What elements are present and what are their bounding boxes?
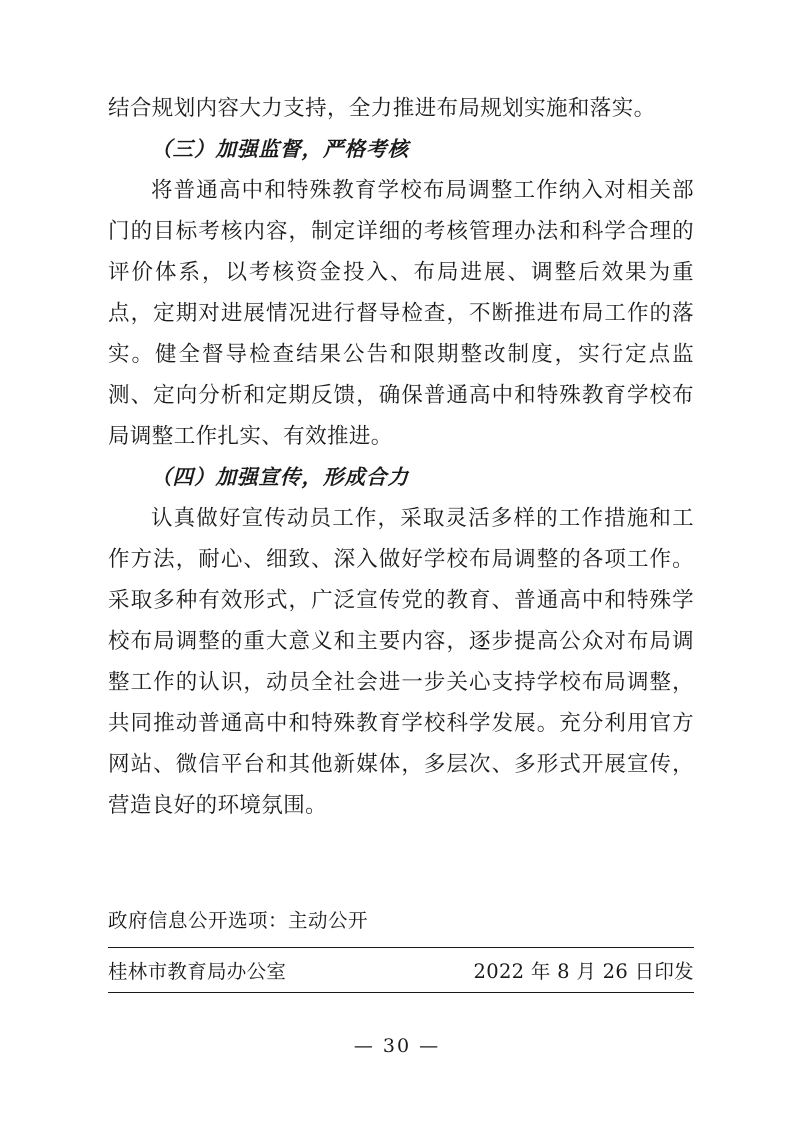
section-heading-three: （三）加强监督，严格考核 <box>151 137 409 161</box>
page-number: — 30 — <box>353 1035 441 1057</box>
footer-rule-top <box>108 947 694 948</box>
issued-date: 2022 年 8 月 26 日印发 <box>473 960 694 983</box>
paragraph-publicity: 认真做好宣传动员工作，采取灵活多样的工作措施和工作方法，耐心、细致、深入做好学校布局调整的各项工作。采取多种有效形式，广泛宣传党的教育、普通高中和特殊学校布局调整的重大意义和主要内容，逐步提高公众对布局调整工作的认识，动员全社会进一步关心支持学校布局调整，共同推动普通高中和特殊教育学校科学发展。充分利用官方网站、微信平台和其他新媒体，多层次、多形式开展宣传，营造良好的环境氛围。 <box>108 506 694 818</box>
disclosure-line: 政府信息公开选项：主动公开 <box>108 909 369 932</box>
issuing-office: 桂林市教育局办公室 <box>108 960 287 983</box>
document-body <box>108 88 694 826</box>
paragraph-supervision: 将普通高中和特殊教育学校布局调整工作纳入对相关部门的目标考核内容，制定详细的考核管理办法和科学合理的评价体系，以考核资金投入、布局进展、调整后效果为重点，定期对进展情况进行督导检查，不断推进布局工作的落实。健全督导检查结果公告和限期整改制度，实行定点监测、定向分析和定期反馈，确保普通高中和特殊教育学校布局调整工作扎实、有效推进。 <box>108 178 694 449</box>
footer-row <box>108 956 694 984</box>
paragraph-continuation: 结合规划内容大力支持，全力推进布局规划实施和落实。 <box>108 96 656 121</box>
document-footer <box>108 905 694 993</box>
section-heading-four: （四）加强宣传，形成合力 <box>151 465 409 489</box>
footer-rule-bottom <box>108 992 694 993</box>
